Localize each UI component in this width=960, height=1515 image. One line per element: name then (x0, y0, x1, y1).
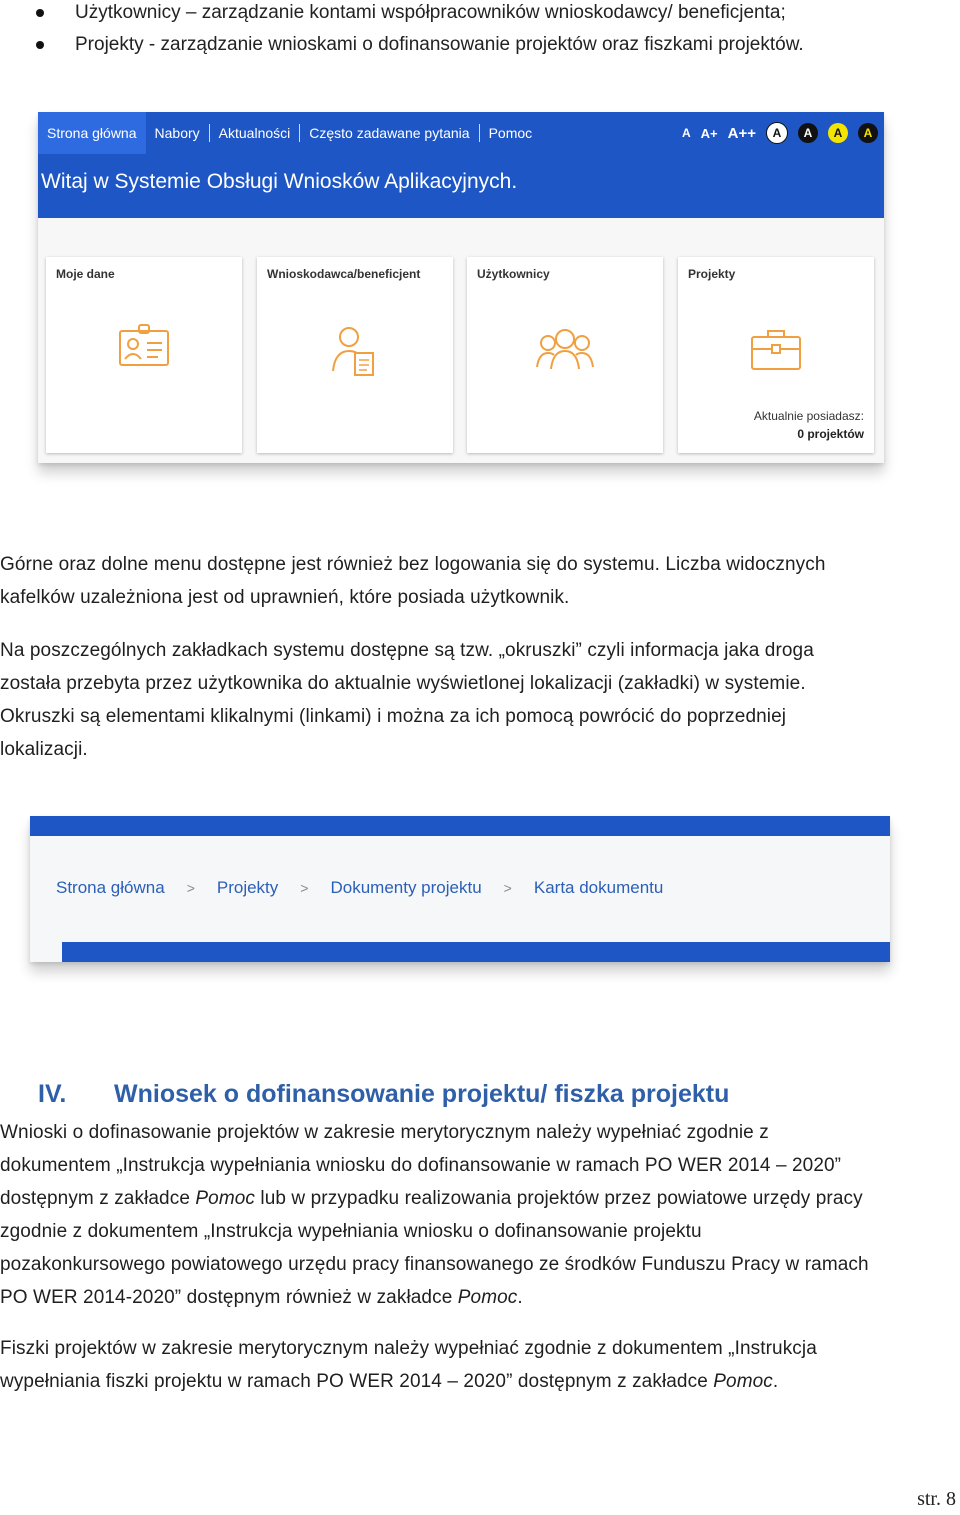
font-size-xlarge-button[interactable]: A++ (727, 124, 756, 142)
bullet-text: Projekty - zarządzanie wnioskami o dofinansowanie projektów oraz fiszkami projektów. (75, 34, 804, 55)
section-number: IV. (38, 1080, 67, 1108)
nav-pomoc[interactable]: Pomoc (488, 125, 533, 141)
accessibility-controls (682, 118, 878, 148)
tile-title: Wnioskodawca/beneficjent (267, 267, 421, 281)
pomoc-reference: Pomoc (457, 1287, 518, 1308)
text-line: Na poszczególnych zakładkach systemu dostępne są tzw. „okruszki” czyli informacja jaka droga (0, 640, 814, 661)
breadcrumb-separator: > (186, 880, 195, 896)
projects-count-label: Aktualnie posiadasz: (753, 409, 864, 423)
nav-home[interactable]: Strona główna (38, 112, 146, 154)
contrast-dark-button[interactable]: A (798, 123, 818, 143)
breadcrumb-karta[interactable]: Karta dokumentu (533, 878, 664, 897)
breadcrumb-home[interactable]: Strona główna (56, 878, 165, 897)
top-nav (38, 112, 541, 154)
screenshot-dashboard (38, 112, 884, 463)
text-line: Fiszki projektów w zakresie merytorycznym należy wypełniać zgodnie z dokumentem „Instrukcja (0, 1338, 817, 1359)
tile-grid (46, 257, 876, 453)
action-button[interactable] (769, 942, 890, 962)
text-line: wypełniania fiszki projektu w ramach PO WER 2014 – 2020” dostępnym z zakładce Pomoc. (0, 1371, 779, 1392)
tile-title: Moje dane (56, 267, 115, 281)
section-title: Wniosek o dofinansowanie projektu/ fiszka projektu (114, 1080, 730, 1108)
action-buttons-row (62, 942, 890, 962)
person-document-icon (325, 319, 385, 379)
screenshot-breadcrumbs (30, 816, 890, 962)
font-size-large-button[interactable]: A+ (700, 125, 718, 141)
text-line: Okruszki są elementami klikalnymi (linkami) i można za ich pomocą powrócić do poprzedniej (0, 706, 787, 727)
tile-wnioskodawca[interactable] (257, 257, 453, 453)
projects-count-value: 0 projektów (797, 427, 864, 441)
text-line: dokumentem „Instrukcja wypełniania wniosku do dofinansowanie w ramach PO WER 2014 – 2020” (0, 1155, 842, 1176)
top-bar (38, 112, 884, 218)
users-group-icon (535, 319, 595, 379)
page-number: str. 8 (917, 1488, 956, 1510)
paragraph-wnioski (0, 1116, 960, 1314)
font-size-normal-button[interactable]: A (681, 126, 691, 140)
nav-nabory[interactable]: Nabory (154, 125, 200, 141)
contrast-yellow-button[interactable]: A (828, 123, 848, 143)
text-line: dostępnym z zakładce Pomoc lub w przypadku realizowania projektów przez powiatowe urzędy pracy (0, 1188, 863, 1209)
nav-faq[interactable]: Często zadawane pytania (309, 125, 470, 141)
tile-moje-dane[interactable] (46, 257, 242, 453)
briefcase-icon (746, 319, 806, 379)
action-button[interactable] (312, 942, 547, 962)
action-button[interactable] (62, 942, 334, 962)
section-heading (38, 1080, 729, 1109)
paragraph-menus (0, 548, 960, 614)
bullet-icon (36, 41, 44, 49)
breadcrumb (56, 878, 663, 898)
breadcrumb-separator: > (300, 880, 309, 896)
contrast-default-button[interactable]: A (766, 122, 788, 144)
contrast-black-yellow-button[interactable]: A (858, 123, 878, 143)
bullet-text: Użytkownicy – zarządzanie kontami współpracowników wnioskodawcy/ beneficjenta; (75, 2, 786, 23)
breadcrumb-separator: > (503, 880, 512, 896)
text-line: pozakonkursowego powiatowego urzędu pracy finansowanego ze środków Funduszu Pracy w ramach (0, 1254, 869, 1275)
text-line: zgodnie z dokumentem „Instrukcja wypełniania wniosku o dofinansowanie projektu (0, 1221, 702, 1242)
tile-title: Użytkownicy (477, 267, 550, 281)
pomoc-reference: Pomoc (195, 1188, 256, 1209)
text-line: kafelków uzależniona jest od uprawnień, które posiada użytkownik. (0, 587, 570, 608)
text-line: została przebyta przez użytkownika do aktualnie wyświetlonej lokalizacji (zakładki) w systemie. (0, 673, 806, 694)
tile-title: Projekty (688, 267, 736, 281)
action-button[interactable] (525, 942, 791, 962)
bullet-icon (36, 9, 44, 17)
text-line: lokalizacji. (0, 739, 88, 760)
text-line: Wnioski o dofinasowanie projektów w zakresie merytorycznym należy wypełniać zgodnie z (0, 1122, 769, 1143)
top-bar (30, 816, 890, 836)
welcome-heading: Witaj w Systemie Obsługi Wniosków Aplikacyjnych. (41, 170, 518, 193)
tile-projekty[interactable] (678, 257, 874, 453)
text-line: Górne oraz dolne menu dostępne jest również bez logowania się do systemu. Liczba widocznych (0, 554, 826, 575)
paragraph-breadcrumbs (0, 634, 960, 766)
breadcrumb-projekty[interactable]: Projekty (216, 878, 279, 897)
pomoc-reference: Pomoc (713, 1371, 773, 1392)
text-line: PO WER 2014-2020” dostępnym również w zakładce Pomoc. (0, 1287, 523, 1308)
id-card-icon (114, 319, 174, 379)
breadcrumb-dokumenty[interactable]: Dokumenty projektu (330, 878, 482, 897)
nav-aktualnosci[interactable]: Aktualności (218, 125, 291, 141)
tile-uzytkownicy[interactable] (467, 257, 663, 453)
paragraph-fiszki (0, 1332, 960, 1398)
